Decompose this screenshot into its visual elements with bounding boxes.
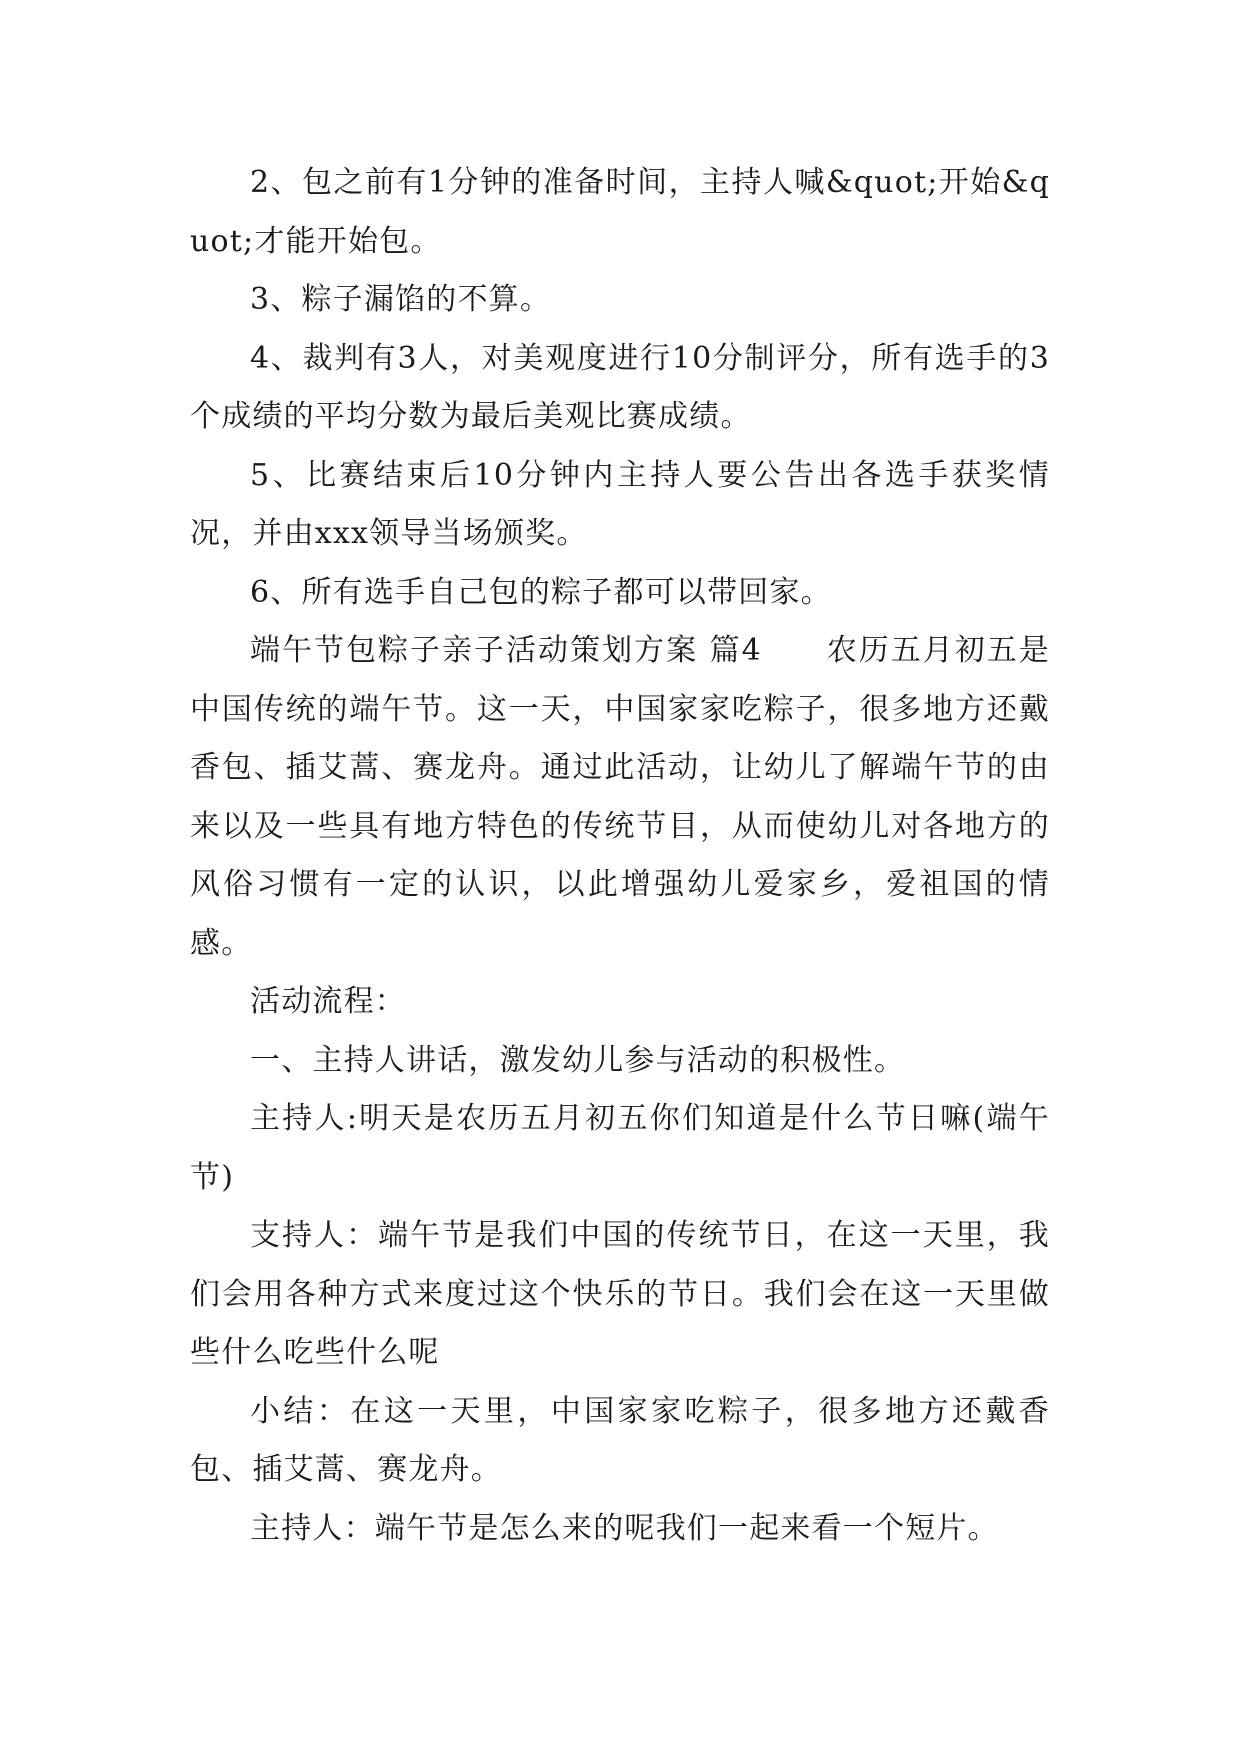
paragraph-rule-2: 2、包之前有1分钟的准备时间，主持人喊&quot;开始&quot;才能开始包。: [190, 165, 1050, 259]
paragraph-step-one: 一、主持人讲话，激发幼儿参与活动的积极性。: [250, 1042, 906, 1078]
paragraph-host-explanation: 支持人：端午节是我们中国的传统节日，在这一天里，我们会用各种方式来度过这个快乐的节日。我们会在这一天里做些什么吃些什么呢: [190, 1218, 1050, 1370]
paragraph-rule-6: 6、所有选手自己包的粽子都可以带回家。: [250, 574, 832, 610]
paragraph-rule-3: 3、粽子漏馅的不算。: [250, 282, 552, 317]
document-body: [190, 154, 1050, 1558]
paragraph-host-short-film: 主持人：端午节是怎么来的呢我们一起来看一个短片。: [250, 1510, 999, 1546]
paragraph-rule-5: 5、比赛结束后10分钟内主持人要公告出各选手获奖情况，并由xxx领导当场颁奖。: [190, 457, 1050, 551]
paragraph-summary: 小结：在这一天里，中国家家吃粽子，很多地方还戴香包、插艾蒿、赛龙舟。: [190, 1393, 1050, 1487]
paragraph-activity-process-heading: 活动流程：: [250, 984, 406, 1019]
paragraph-plan-4-intro: 端午节包粽子亲子活动策划方案 篇4 农历五月初五是中国传统的端午节。这一天，中国家家吃粽子，很多地方还戴香包、插艾蒿、赛龙舟。通过此活动，让幼儿了解端午节的由来以及一些具有地方特色的传统节目，从而使幼儿对各地方的风俗习惯有一定的认识，以此增强幼儿爱家乡，爱祖国的情感。: [190, 633, 1050, 961]
paragraph-host-question: 主持人:明天是农历五月初五你们知道是什么节日嘛(端午节): [190, 1101, 1050, 1195]
paragraph-rule-4: 4、裁判有3人，对美观度进行10分制评分，所有选手的3个成绩的平均分数为最后美观比赛成绩。: [190, 340, 1050, 434]
